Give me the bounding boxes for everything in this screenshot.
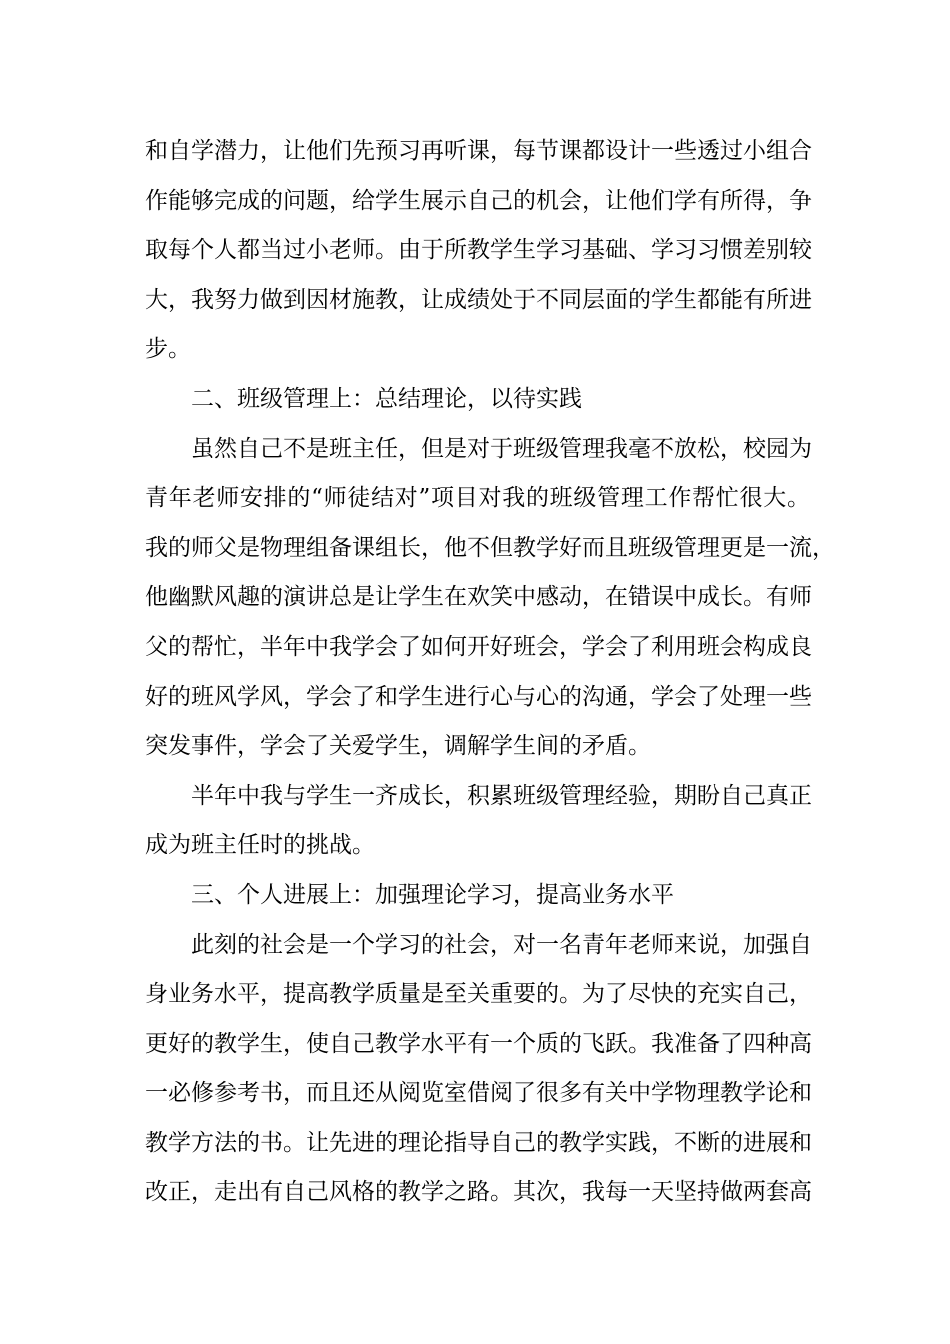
text-line: 父的帮忙，半年中我学会了如何开好班会，学会了利用班会构成良: [145, 633, 812, 660]
text-line: 和自学潜力，让他们先预习再听课，每节课都设计一些透过小组合: [145, 138, 812, 164]
text-line: 成为班主任时的挑战。: [145, 832, 375, 859]
section-heading: 二、班级管理上：总结理论，以待实践: [191, 385, 582, 412]
text-line: 步。: [145, 336, 191, 363]
text-line: 青年老师安排的“师徒结对”项目对我的班级管理工作帮忙很大。: [145, 485, 810, 512]
text-line: 大，我努力做到因材施教，让成绩处于不同层面的学生都能有所进: [145, 286, 812, 313]
text-line: 突发事件，学会了关爱学生，调解学生间的矛盾。: [145, 733, 651, 760]
text-line: 更好的教学生，使自己教学水平有一个质的飞跃。我准备了四种高: [145, 1030, 812, 1057]
text-line: 我的师父是物理组备课组长，他不但教学好而且班级管理更是一流，: [145, 534, 835, 561]
text-line: 此刻的社会是一个学习的社会，对一名青年老师来说，加强自: [191, 931, 812, 958]
text-line: 他幽默风趣的演讲总是让学生在欢笑中感动，在错误中成长。有师: [145, 584, 812, 611]
text-line: 一必修参考书，而且还从阅览室借阅了很多有关中学物理教学论和: [145, 1080, 812, 1107]
text-line: 取每个人都当过小老师。由于所教学生学习基础、学习习惯差别较: [145, 237, 812, 264]
document-body: [145, 127, 835, 1218]
section-heading: 三、个人进展上：加强理论学习，提高业务水平: [191, 881, 674, 908]
text-line: 作能够完成的问题，给学生展示自己的机会，让他们学有所得，争: [145, 187, 812, 214]
text-line: 虽然自己不是班主任，但是对于班级管理我毫不放松，校园为: [191, 435, 812, 462]
text-line: 身业务水平，提高教学质量是至关重要的。为了尽快的充实自己，: [145, 981, 812, 1008]
text-line: 改正，走出有自己风格的教学之路。其次，我每一天坚持做两套高: [145, 1179, 812, 1206]
text-line: 好的班风学风，学会了和学生进行心与心的沟通，学会了处理一些: [145, 683, 812, 710]
text-line: 半年中我与学生一齐成长，积累班级管理经验，期盼自己真正: [191, 782, 812, 809]
text-line: 教学方法的书。让先进的理论指导自己的教学实践，不断的进展和: [145, 1129, 812, 1156]
